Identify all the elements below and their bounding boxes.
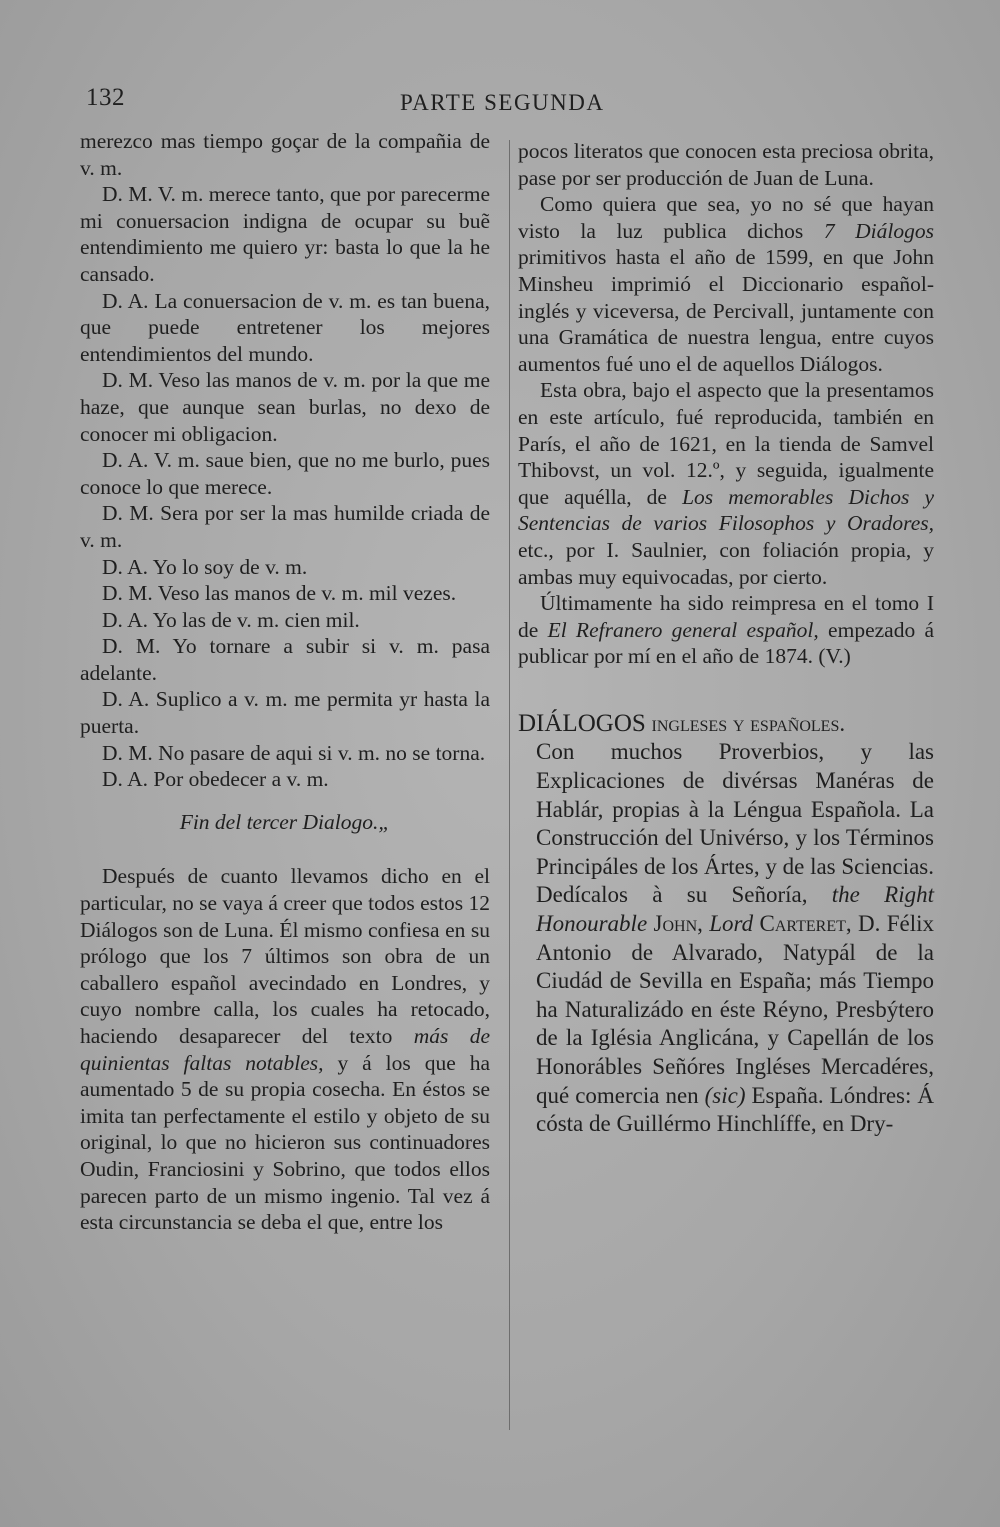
dialogue-line: D. M. Yo tornare a subir si v. m. pasa adelante.	[80, 634, 490, 685]
dialogue-line: D. M. Sera por ser la mas humilde criada de v. m.	[80, 501, 490, 552]
text-run: España. Lóndres: Á cósta de Guillérmo Hinchlíffe, en Dry-	[536, 1082, 934, 1137]
dialogue-line: D. A. Yo las de v. m. cien mil.	[102, 607, 360, 632]
italic-run: más de quinientas faltas notables,	[80, 1024, 490, 1075]
commentary-paragraph	[80, 863, 490, 1235]
dialogue-line: D. A. V. m. saue bien, que no me burlo, pues conoce lo que merece.	[80, 448, 490, 499]
text-run: Después de cuanto llevamos dicho en el particular, no se vaya á creer que todos estos 12 Diálogos son de Luna. Él mismo confiesa en su prólogo que los 7 últimos son obra de un caballero español avecindado en Londres, y cuyo nombre calla, los cuales ha retocado, haciendo desaparecer del texto	[80, 864, 490, 1048]
text-run: etc., por I. Saulnier, con foliación propia, y ambas muy equivocadas, por cierto.	[518, 537, 934, 589]
dialogue-line: D. M. Veso las manos de v. m. por la que me haze, que aunque sean burlas, no dexo de conocer mi obligacion.	[80, 368, 490, 446]
bibliographic-entry-body	[518, 738, 934, 1138]
smallcaps-run: John,	[653, 911, 703, 937]
text-run: Con muchos Proverbios, y las Explicaciones de divérsas Manéras de Hablár, propias à la Léngua Española. La Construcción del Univérso, y los Términos Principáles de los Ártes, y de las Sciencias. Dedícalos à su Señoría,	[536, 739, 934, 908]
commentary-paragraph	[518, 191, 934, 377]
dialogue-line: D. M. V. m. merece tanto, que por parecerme mi conuersacion indigna de ocupar su buẽ entendimiento me quiero yr: basta lo que la he cansado.	[80, 182, 490, 286]
left-column	[80, 128, 490, 1236]
column-divider	[509, 140, 510, 1430]
italic-run: El Refranero general español,	[547, 617, 819, 642]
text-run: empezado á publicar por mí en el año de 1874. (V.)	[518, 617, 934, 669]
dialogue-end-caption: Fin del tercer Dialogo.„	[179, 809, 391, 834]
text-run: D. Félix Antonio de Alvarado, Natурál de la Ciudád de Sevilla en España; más Tiempo ha Naturalizádo en éste Réyno, Presbýtero de la Iglésia Anglicána, y Capellán de los Honorábles Señóres Ingléses Mercadéres, qué comercia nen	[536, 911, 934, 1108]
commentary-paragraph	[518, 377, 934, 590]
italic-run: 7 Diálogos	[823, 218, 934, 243]
italic-run: Los memorables Dichos y Sentencias de varios Filosophos y Oradores,	[518, 484, 934, 536]
commentary-paragraph	[518, 590, 934, 670]
dialogue-line: D. M. Veso las manos de v. m. mil vezes.	[102, 581, 457, 606]
running-head: PARTE SEGUNDA	[400, 90, 605, 115]
text-run: Esta obra, bajo el aspecto que la presentamos en este artículo, fué reproducida, también en París, el año de 1621, en la tienda de Samvel Thibovst, un vol. 12.º, y seguida, igualmente que aquélla, de	[518, 378, 934, 509]
dialogue-line: D. M. No pasare de aqui si v. m. no se torna.	[102, 740, 486, 765]
italic-run: Lord	[709, 911, 754, 937]
dialogue-line: D. A. La conuersacion de v. m. es tan buena, que puede entretener los mejores entendimientos del mundo.	[80, 288, 490, 366]
text-run: Como quiera que sea, yo no sé que hayan visto la luz publica dichos	[518, 192, 934, 243]
right-column	[518, 138, 934, 1139]
italic-run: the Right Honourable	[536, 882, 934, 937]
dialogue-line: D. A. Yo lo soy de v. m.	[102, 554, 308, 579]
entry-head-smallcaps: ingleses y españoles.	[651, 710, 846, 736]
text-run: primitivos hasta el año de 1599, en que John Minsheu imprimió el Diccionario español-inglés y viceversa, de Percivall, juntamente con una Gramática de nuestra lengua, entre cuyos aumentos fué uno el de aquellos Diálogos.	[518, 245, 934, 376]
entry-head: DIÁLOGOS	[518, 709, 646, 737]
text-run: Últimamente ha sido reimpresa en el tomo I de	[518, 591, 934, 642]
dialogue-line: D. A. Por obedecer a v. m.	[102, 767, 329, 792]
italic-run: (sic)	[704, 1082, 746, 1108]
commentary-paragraph: pocos literatos que conocen esta preciosa obrita, pase por ser producción de Juan de Luna.	[518, 139, 934, 190]
text-run: y á los que ha aumentado 5 de su propia cosecha. En éstos se imita tan perfectamente el estilo y objeto de su original, lo que no hicieron sus continuadores Oudin, Franciosini y Sobrino, que todos ellos parecen parto de un mismo ingenio. Tal vez á esta circunstancia se deba el que, entre los	[80, 1050, 490, 1235]
smallcaps-run: Carteret,	[759, 911, 852, 937]
page-number: 132	[86, 84, 125, 111]
dialogue-line: merezco mas tiempo goçar de la compañia de v. m.	[80, 129, 490, 180]
dialogue-line: D. A. Suplico a v. m. me permita yr hasta la puerta.	[80, 687, 490, 739]
bibliographic-entry-heading	[518, 710, 934, 739]
